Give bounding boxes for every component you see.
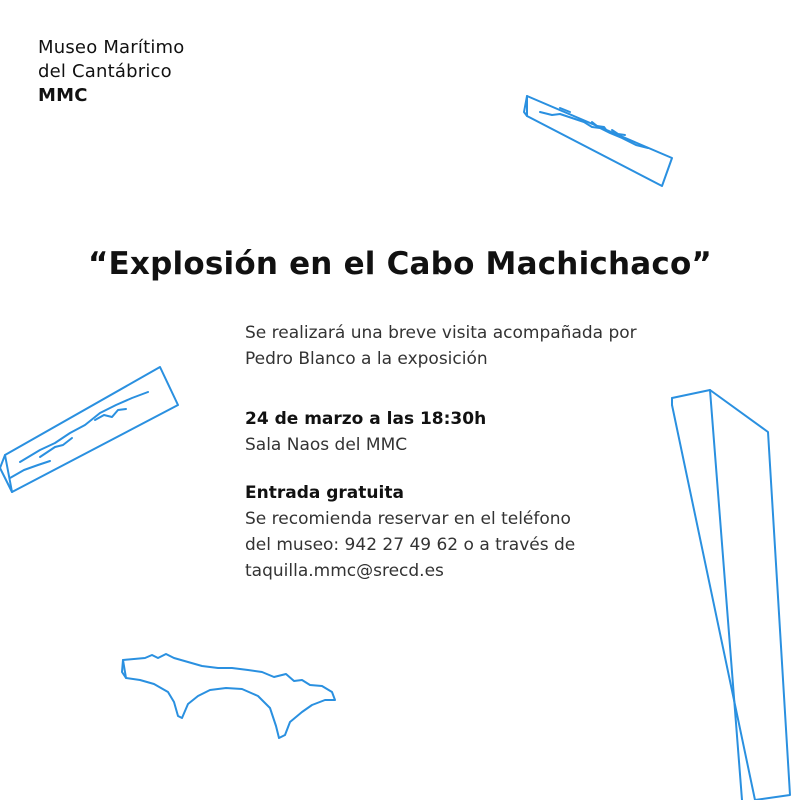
logo-line-2: del Cantábrico bbox=[38, 61, 172, 82]
entry-heading: Entrada gratuita bbox=[245, 483, 404, 503]
event-details bbox=[245, 406, 486, 458]
wood-fragment-bottom-icon bbox=[122, 654, 335, 738]
intro-line-1: Se realizará una breve visita acompañada por bbox=[245, 323, 637, 343]
entry-info bbox=[245, 480, 575, 584]
museum-logo bbox=[38, 36, 185, 108]
event-title: “Explosión en el Cabo Machichaco” bbox=[87, 246, 713, 282]
logo-line-3: MMC bbox=[38, 85, 88, 106]
intro-line-2: Pedro Blanco a la exposición bbox=[245, 349, 488, 369]
wood-fragment-left-icon bbox=[0, 367, 178, 492]
entry-line-2: del museo: 942 27 49 62 o a través de bbox=[245, 535, 576, 555]
wood-plank-right-icon bbox=[672, 390, 790, 800]
entry-email: taquilla.mmc@srecd.es bbox=[245, 561, 444, 581]
event-date: 24 de marzo a las 18:30h bbox=[245, 409, 487, 429]
wood-fragment-top-icon bbox=[524, 96, 672, 186]
intro-text bbox=[245, 320, 637, 372]
event-place: Sala Naos del MMC bbox=[245, 435, 408, 455]
entry-line-1: Se recomienda reservar en el teléfono bbox=[245, 509, 571, 529]
logo-line-1: Museo Marítimo bbox=[38, 37, 185, 58]
